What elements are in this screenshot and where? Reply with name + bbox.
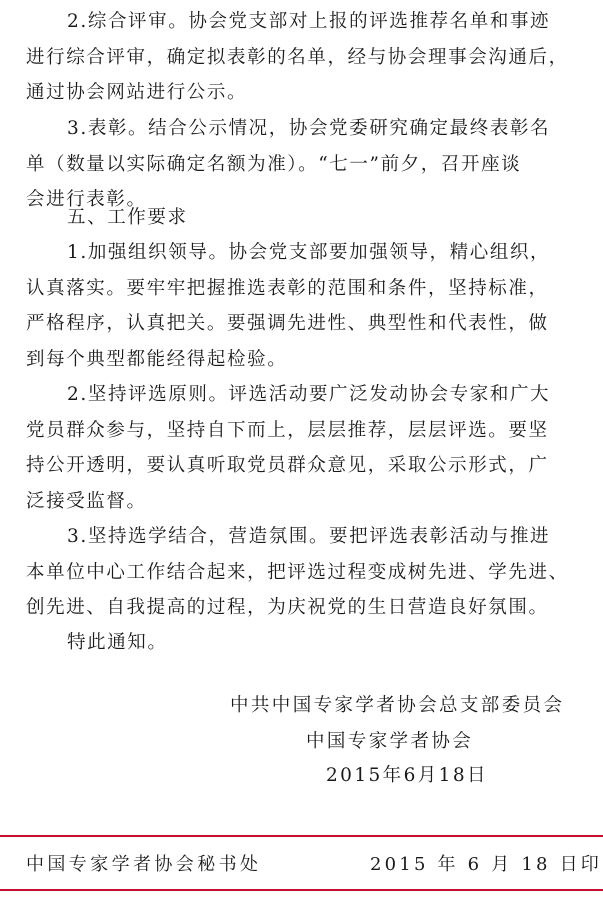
signature-org-committee: 中共中国专家学者协会总支部委员会 bbox=[230, 695, 565, 716]
text-line: 到每个典型都能经得起检验。 bbox=[26, 348, 288, 370]
text-line: 本单位中心工作结合起来，把评选过程变成树先进、学先进、 bbox=[26, 561, 569, 583]
text-line: 3.表彰。结合公示情况，协会党委研究确定最终表彰名 bbox=[67, 118, 551, 139]
text-line: 3.坚持选学结合，营造氛围。要把评选表彰活动与推进 bbox=[67, 526, 551, 547]
closing-remark: 特此通知。 bbox=[67, 632, 168, 653]
text-line: 2.综合评审。协会党支部对上报的评选推荐名单和事迹 bbox=[67, 11, 551, 32]
text-line: 进行综合评审，确定拟表彰的名单，经与协会理事会沟通后， bbox=[26, 46, 569, 68]
text-line: 泛接受监督。 bbox=[26, 490, 147, 512]
text-line: 会进行表彰。 bbox=[26, 189, 147, 210]
signature-org-association: 中国专家学者协会 bbox=[306, 731, 474, 752]
footer-issuer: 中国专家学者协会秘书处 bbox=[26, 854, 262, 875]
signature-date: 2015年6月18日 bbox=[326, 765, 488, 786]
text-line: 1.加强组织领导。协会党支部要加强领导，精心组织， bbox=[67, 242, 551, 263]
text-line: 认真落实。要牢牢把握推选表彰的范围和条件，坚持标准， bbox=[26, 277, 549, 299]
text-line: 持公开透明，要认真听取党员群众意见，采取公示形式，广 bbox=[26, 455, 549, 476]
paragraph-leadership bbox=[26, 235, 582, 377]
footer-print-date: 2015 年 6 月 18 日印 bbox=[370, 854, 602, 875]
text-line: 党员群众参与，坚持自下而上，层层推荐，层层评选。要坚 bbox=[26, 419, 549, 441]
paragraph-principles bbox=[26, 377, 582, 519]
text-line: 严格程序，认真把关。要强调先进性、典型性和代表性，做 bbox=[26, 313, 549, 334]
text-line: 2.坚持评选原则。评选活动要广泛发动协会专家和广大 bbox=[67, 384, 551, 405]
paragraph-selection-learning bbox=[26, 519, 582, 626]
footer-rule-bottom bbox=[0, 889, 603, 891]
text-line: 单（数量以实际确定名额为准）。“七一”前夕，召开座谈 bbox=[26, 153, 522, 175]
section-heading: 五、工作要求 bbox=[67, 207, 188, 228]
text-line: 通过协会网站进行公示。 bbox=[26, 82, 248, 103]
text-line: 创先进、自我提高的过程，为庆祝党的生日营造良好氛围。 bbox=[26, 597, 549, 618]
footer-rule-top bbox=[0, 835, 603, 837]
paragraph-comprehensive-review bbox=[26, 4, 582, 111]
